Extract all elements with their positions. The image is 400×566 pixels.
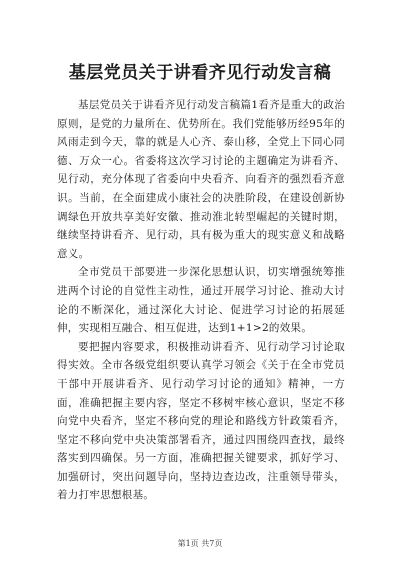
page-number: 第1页 共7页 <box>177 539 223 548</box>
paragraph-1: 基层党员关于讲看齐见行动发言稿篇1看齐是重大的政治原则，是党的力量所在、优势所在。我们党能够历经95年的风雨走到今天，靠的就是人心齐、泰山移，全党上下同心同德、万众一心。省委将这次学习讨论的主题确定为讲看齐、见行动，充分体现了省委向中央看齐、向看齐的强烈看齐意识。当前，在全面建成小康社会的决胜阶段，在建设创新协调绿色开放共享美好安徽、推动淮北转型崛起的关键时期，继续坚持讲看齐、见行动，具有极为重大的现实意义和战略意义。 <box>57 99 345 260</box>
paragraph-2: 全市党员干部要进一步深化思想认识，切实增强统筹推进两个讨论的自觉性主动性，通过开展学习讨论、推动大讨论的不断深化，通过深化大讨论、促进学习讨论的拓展延伸，实现相互融合、相互促进，达到1+1>2的效果。 <box>57 266 345 335</box>
paragraph-3: 要把握内容要求，积极推动讲看齐、见行动学习讨论取得实效。全市各级党组织要认真学习领会《关于在全市党员干部中开展讲看齐、见行动学习讨论的通知》精神，一方面，准确把握主要内容，坚定不移树牢核心意识，坚定不移向党中央看齐，坚定不移向党的理论和路线方针政策看齐，坚定不移向党中央决策部署看齐，通过四围绕四查找，最终落实到四确保。另一方面，准确把握关键要求，抓好学习、加强研讨，突出问题导向，坚持边查边改，注重领导带头，着力打牢思想根基。 <box>57 340 345 502</box>
document-body <box>57 96 345 505</box>
document-title: 基层党员关于讲看齐见行动发言稿 <box>68 63 332 83</box>
